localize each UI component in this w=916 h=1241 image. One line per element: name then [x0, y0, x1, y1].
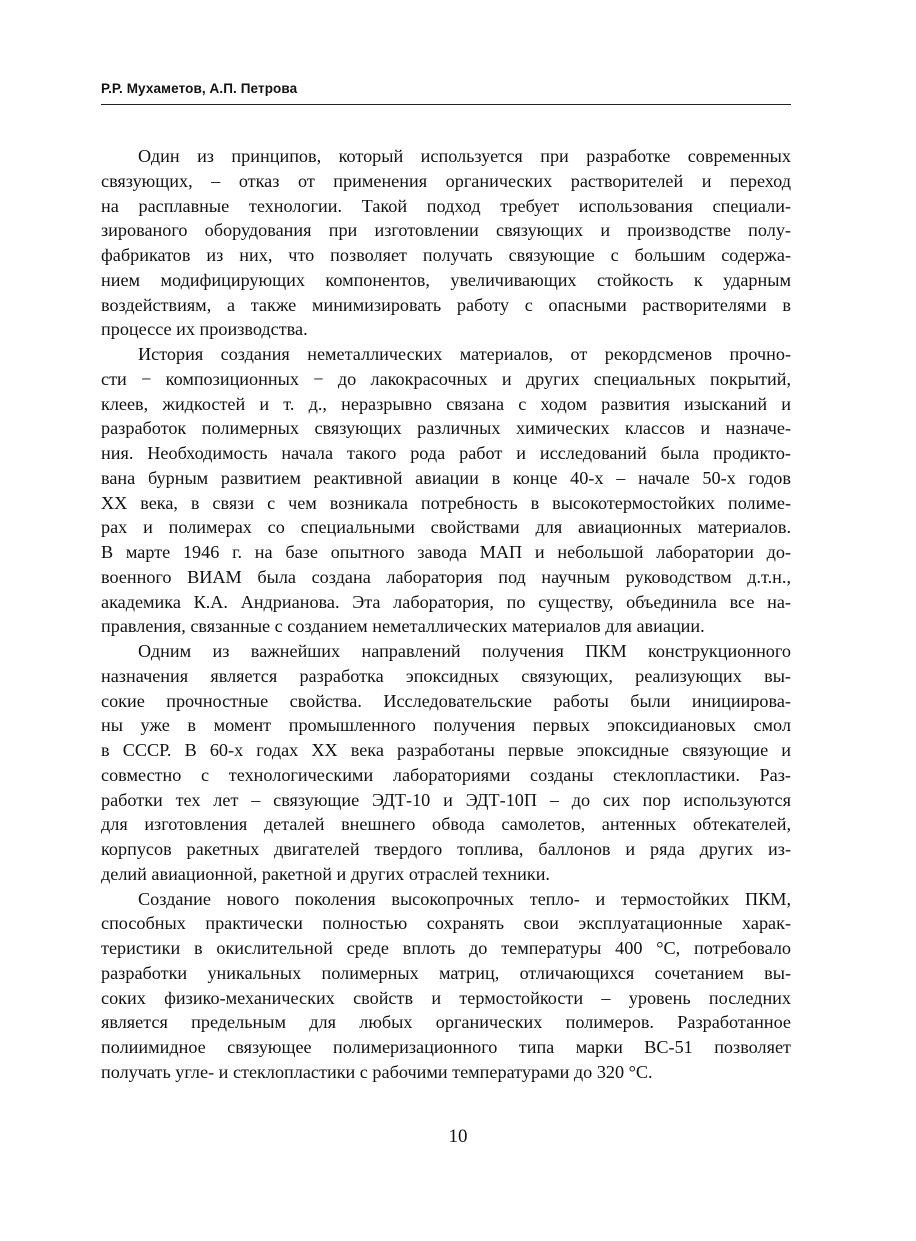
paragraph-2	[101, 342, 791, 639]
paragraph-4	[101, 887, 791, 1085]
text-line: XX века, в связи с чем возникала потребность в высокотермостойких полиме-	[101, 492, 791, 513]
text-line: способных практически полностью сохранять свои эксплуатационные харак-	[101, 913, 791, 934]
text-line: История создания неметаллических материалов, от рекордсменов прочно-	[138, 344, 791, 364]
text-line: работки тех лет – связующие ЭДТ-10 и ЭДТ-10П – до сих пор используются	[101, 789, 791, 810]
text-line: нием модифицирующих компонентов, увеличивающих стойкость к ударным	[101, 269, 791, 290]
text-line: разработки уникальных полимерных матриц, отличающихся сочетанием вы-	[101, 962, 791, 983]
main-text	[101, 144, 791, 1085]
text-line: вана бурным развитием реактивной авиации в конце 40-х – начале 50-х годов	[101, 467, 791, 488]
text-line: в СССР. В 60-х годах XX века разработаны первые эпоксидные связующие и	[101, 740, 791, 760]
text-line: воздействиям, а также минимизировать работу с опасными растворителями в	[101, 294, 791, 315]
text-line: Одним из важнейших направлений получения ПКМ конструкционного	[138, 641, 791, 661]
text-line: рах и полимерах со специальными свойствами для авиационных материалов.	[101, 517, 791, 538]
text-line: соких физико-механических свойств и термостойкости – уровень последних	[101, 987, 791, 1008]
text-line: военного ВИАМ была создана лаборатория под научным руководством д.т.н.,	[101, 566, 791, 587]
text-line: Один из принципов, который используется при разработке современных	[138, 146, 791, 166]
text-line: Создание нового поколения высокопрочных тепло- и термостойких ПКМ,	[138, 888, 791, 909]
text-line: теристики в окислительной среде вплоть до температуры 400 °С, потребовало	[101, 938, 791, 958]
text-line: академика К.А. Андрианова. Эта лаборатория, по существу, объединила все на-	[101, 591, 791, 612]
text-line: В марте 1946 г. на базе опытного завода МАП и небольшой лаборатории до-	[101, 542, 791, 562]
text-line: совместно с технологическими лабораториями созданы стеклопластики. Раз-	[101, 764, 791, 785]
page-number: 10	[448, 1126, 468, 1147]
text-line: зированого оборудования при изготовлении связующих и производстве полу-	[101, 220, 791, 241]
header-rule	[101, 104, 791, 105]
text-line: корпусов ракетных двигателей твердого топлива, баллонов и ряда других из-	[101, 839, 791, 859]
text-line: делий авиационной, ракетной и других отраслей техники.	[101, 863, 550, 884]
text-line: фабрикатов из них, что позволяет получать связующие с большим содержа-	[101, 245, 791, 265]
text-line: на расплавные технологии. Такой подход требует использования специали-	[101, 195, 791, 216]
text-line: сокие прочностные свойства. Исследовательские работы были инициирова-	[101, 690, 791, 711]
text-line: клеев, жидкостей и т. д., неразрывно связана с ходом развития изысканий и	[101, 393, 791, 414]
text-line: для изготовления деталей внешнего обвода самолетов, антенных обтекателей,	[101, 814, 791, 835]
text-line: правления, связанные с созданием неметаллических материалов для авиации.	[101, 616, 705, 637]
text-line: получать угле- и стеклопластики с рабочими температурами до 320 °С.	[101, 1061, 653, 1082]
running-head-authors: Р.Р. Мухаметов, А.П. Петрова	[101, 81, 298, 96]
paragraph-3	[101, 639, 791, 887]
text-line: сти − композиционных − до лакокрасочных и других специальных покрытий,	[101, 368, 791, 389]
text-line: ния. Необходимость начала такого рода работ и исследований была продикто-	[101, 443, 791, 463]
text-line: связующих, – отказ от применения органических растворителей и переход	[101, 170, 791, 191]
text-line: ны уже в момент промышленного получения первых эпоксидиановых смол	[101, 715, 791, 736]
paragraph-1	[101, 144, 791, 342]
text-line: процессе их производства.	[101, 319, 308, 340]
text-line: разработок полимерных связующих различных химических классов и назначе-	[101, 418, 791, 439]
text-line: полиимидное связующее полимеризационного типа марки ВС-51 позволяет	[101, 1037, 791, 1057]
text-line: назначения является разработка эпоксидных связующих, реализующих вы-	[101, 665, 791, 686]
text-line: является предельным для любых органических полимеров. Разработанное	[101, 1012, 791, 1033]
